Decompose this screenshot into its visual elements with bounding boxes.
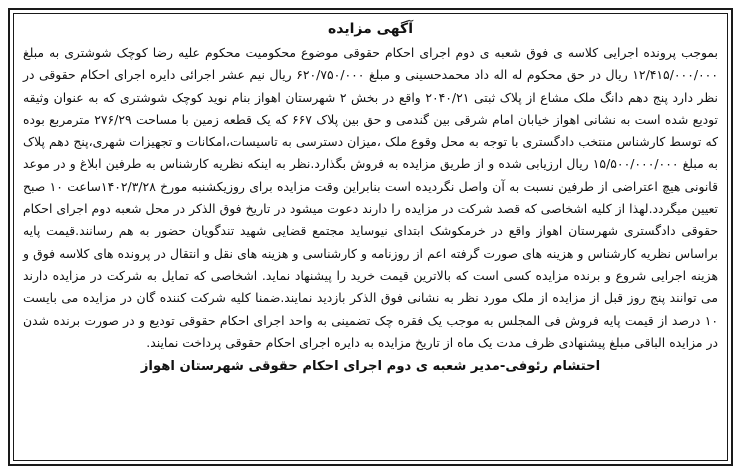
notice-outer-border (8, 8, 733, 466)
notice-box (13, 13, 728, 461)
notice-signature: احتشام رئوفی-مدیر شعبه ی دوم اجرای احکام حقوقی شهرستان اهواز (140, 359, 601, 375)
notice-title: آگهی مزایده (327, 21, 413, 37)
notice-body-text: بموجب پرونده اجرایی کلاسه ی فوق شعبه ی دوم اجرای احکام حقوقی موضوع محکومیت محکوم علیه رضا کوچک شوشتری به مبلغ ۱۲/۴۱۵/۰۰۰/۰۰۰ ریال در حق محکوم له اله داد محمدحسینی و مبلغ ۶۲۰/۷۵۰/۰۰۰ ریال نیم عشر اجرائی دایره اجرای احکام حقوقی در نظر دارد پنج دهم دانگ ملک مشاع از پلاک ثبتی ۲۰۴۰/۲۱ واقع در بخش ۲ شهرستان اهواز بنام نوید کوچک شوشتری که به عنوان وثیقه تودیع شده است به نشانی اهواز خیابان امام شرقی بین گندمی و حق بین پلاک ۶۶۷ که یک قطعه زمین با مساحت ۲۷۶/۲۹ مترمربع بوده که توسط کارشناس منتخب دادگستری با توجه به محل وقوع ملک ،میزان دسترسی به تاسیسات،امکانات و تجهیزات شهری،پنج دهم پلاک به مبلغ ۱۵/۵۰۰/۰۰۰/۰۰۰ ریال ارزیابی شده و از طریق مزایده به فروش بگذارد.نظر به اینکه نظریه کارشناس به طرفین ابلاغ و در موعد قانونی هیچ اعتراضی از طرفین نسبت به آن واصل نگردیده است بنابراین وقت مزایده برای روزیکشنبه مورخ ۱۴۰۲/۳/۲۸ساعت ۱۰ صبح تعیین میگردد.لهذا از کلیه اشخاصی که قصد شرکت در مزایده را دارند دعوت میشود در تاریخ فوق الذکر در محل شعبه دوم اجرای احکام حقوقی دادگستری شهرستان اهواز واقع در خرمکوشک ابتدای نیوساید مجتمع قضایی شهید تندگویان حضور به هم رسانند.قیمت پایه براساس نظریه کارشناس و هزینه های صورت گرفته اعم از روزنامه و کارشناسی و هزینه های نقل و انتقال در پرونده های کلاسه فوق و هزینه اجرایی شروع و برنده مزایده کسی است که بالاترین قیمت خرید را پیشنهاد نماید. اشخاصی که تمایل به شرکت در مزایده دارند می توانند پنج روز قبل از مزایده از ملک مورد نظر به نشانی فوق الذکر بازدید نمایند.ضمنا کلیه شرکت کننده گان در مزایده می بایست ۱۰ درصد از قیمت پایه فروش فی المجلس به موجب یک فقره چک تضمینی به واحد اجرای احکام حقوقی تودیع و در صورت برنده شدن در مزایده الباقی مبلغ پیشنهادی ظرف مدت یک ماه از تاریخ مزایده به دایره اجرای احکام حقوقی پرداخت نمایند. (23, 45, 719, 350)
